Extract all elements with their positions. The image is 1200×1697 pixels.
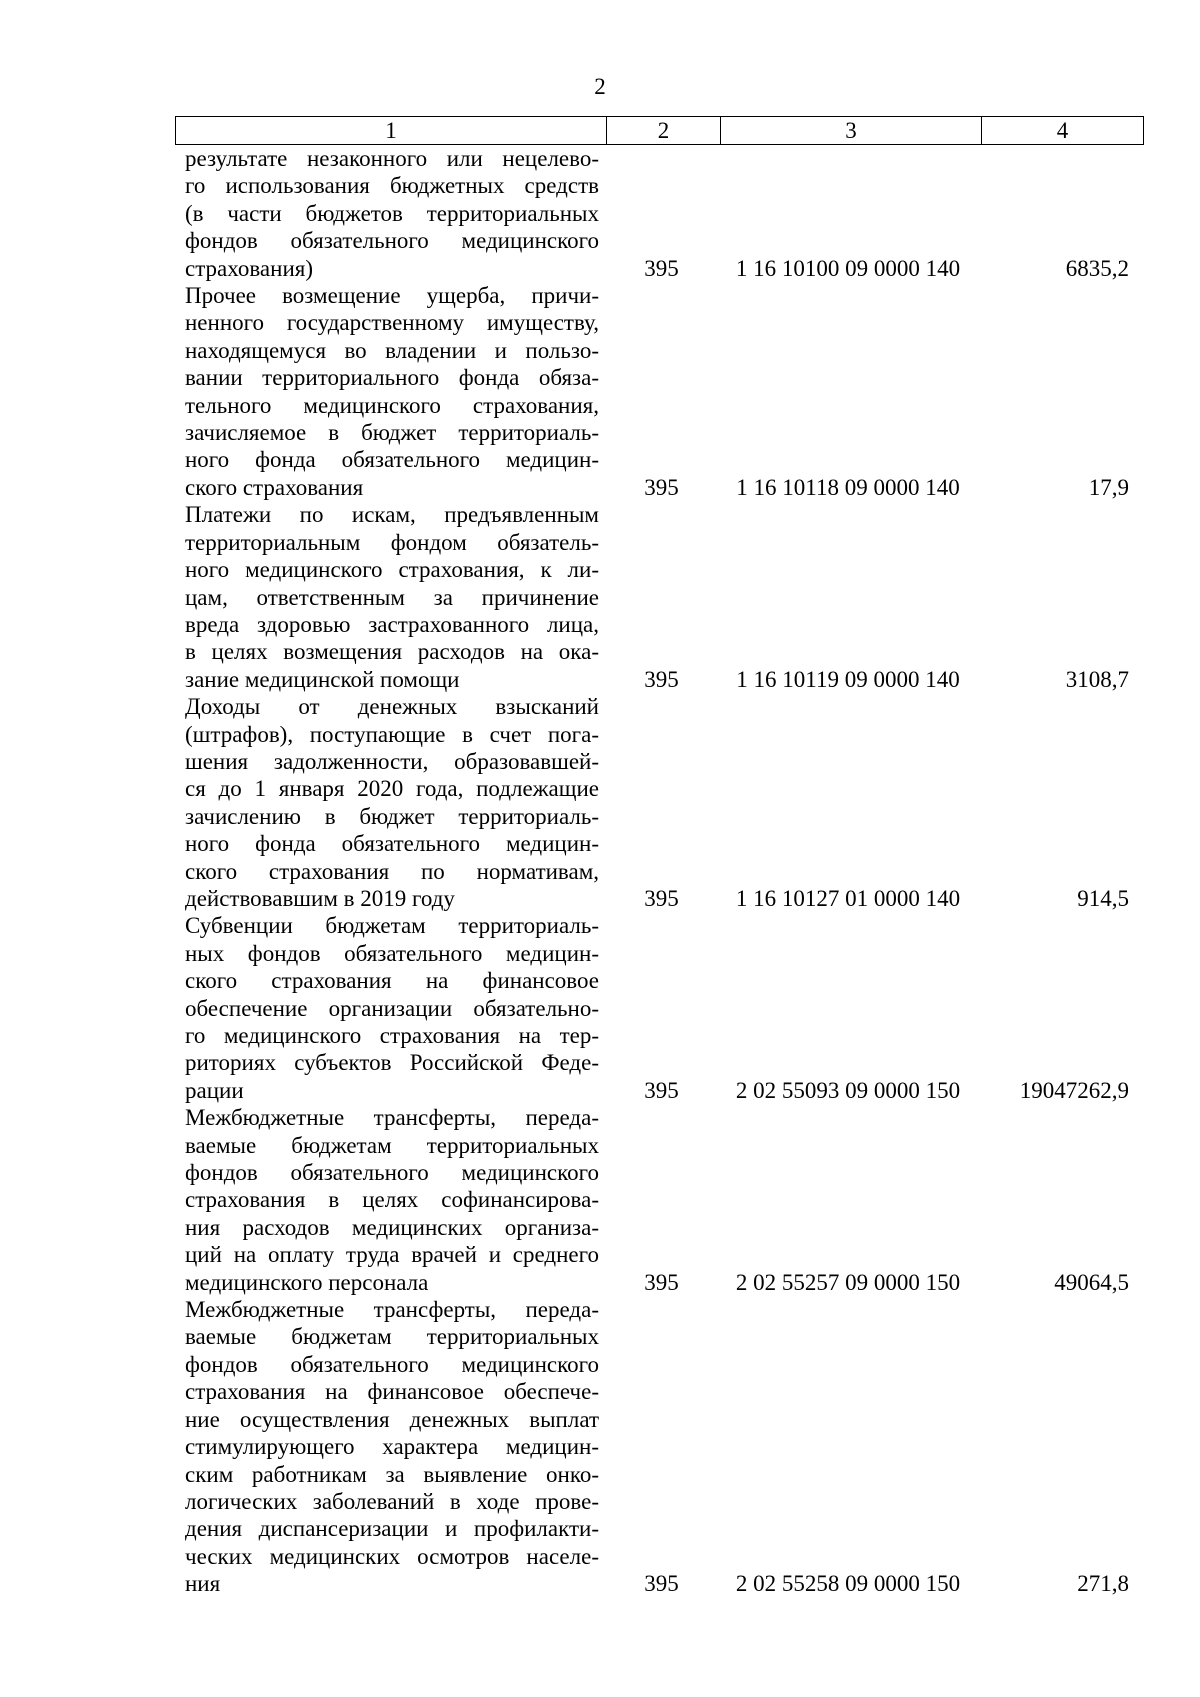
- description-line: го использования бюджетных средств: [185, 173, 599, 199]
- description-line: Прочее возмещение ущерба, причи-: [185, 283, 599, 309]
- description-line: страхования на финансовое обеспече-: [185, 1379, 599, 1405]
- description-line: ния расходов медицинских организа-: [185, 1214, 599, 1240]
- description-line: дения диспансеризации и профилакти-: [185, 1516, 599, 1542]
- admin-code: 395: [644, 1077, 679, 1103]
- description-line: рации: [185, 1077, 244, 1103]
- description-line: ся до 1 января 2020 года, подлежащие: [185, 776, 599, 802]
- page-number: 2: [594, 74, 606, 99]
- description-line: вании территориального фонда обяза-: [185, 365, 599, 391]
- description-line: вреда здоровью застрахованного лица,: [185, 611, 599, 637]
- description-line: обеспечение организации обязательно-: [185, 995, 599, 1021]
- header-col-3: 3: [721, 117, 982, 145]
- description-line: ского страхования по нормативам,: [185, 858, 599, 884]
- description-line: фондов обязательного медицинского: [185, 1160, 599, 1186]
- description-line: ского страхования на финансовое: [185, 968, 599, 994]
- description-line: зание медицинской помощи: [185, 666, 460, 692]
- table-row: [175, 1104, 1141, 1296]
- amount: 914,5: [1077, 885, 1129, 911]
- description-line: ским работникам за выявление онко-: [185, 1461, 599, 1487]
- table-row: [175, 912, 1141, 1104]
- description-line: находящемуся во владении и пользо-: [185, 337, 599, 363]
- description-line: риториях субъектов Российской Феде-: [185, 1050, 599, 1076]
- table-row: [175, 693, 1141, 912]
- amount: 49064,5: [1054, 1269, 1129, 1295]
- admin-code: 395: [644, 1571, 679, 1597]
- description-line: Доходы от денежных взысканий: [185, 694, 599, 720]
- description-line: Межбюджетные трансферты, переда-: [185, 1297, 599, 1323]
- description-line: (в части бюджетов территориальных: [185, 200, 599, 226]
- budget-classification-code: 2 02 55257 09 0000 150: [735, 1269, 961, 1295]
- amount: 6835,2: [1065, 255, 1129, 281]
- description-line: логических заболеваний в ходе прове-: [185, 1488, 599, 1514]
- table-row: [175, 282, 1141, 501]
- description-line: ния: [185, 1571, 221, 1597]
- amount: 17,9: [1088, 474, 1129, 500]
- budget-classification-code: 1 16 10119 09 0000 140: [736, 666, 960, 692]
- description-line: ского страхования: [185, 474, 364, 500]
- header-row: [176, 117, 1144, 145]
- description-line: зачислению в бюджет территориаль-: [185, 803, 599, 829]
- amount: 271,8: [1077, 1571, 1129, 1597]
- admin-code: 395: [644, 1269, 679, 1295]
- description-line: зачисляемое в бюджет территориаль-: [185, 420, 599, 446]
- table-row: [175, 501, 1141, 693]
- description-line: тельного медицинского страхования,: [185, 392, 599, 418]
- description-line: результате незаконного или нецелево-: [185, 146, 599, 171]
- description-line: ческих медицинских осмотров населе-: [185, 1543, 599, 1569]
- admin-code: 395: [644, 885, 679, 911]
- row-description: [175, 912, 599, 1104]
- row-description: [175, 1104, 599, 1296]
- description-line: ние осуществления денежных выплат: [185, 1406, 599, 1432]
- table-row: [175, 145, 1141, 282]
- row-description: [175, 145, 599, 282]
- description-line: территориальным фондом обязатель-: [185, 529, 599, 555]
- amount: 19047262,9: [1019, 1077, 1129, 1103]
- description-line: ного фонда обязательного медицин-: [185, 831, 599, 857]
- description-line: стимулирующего характера медицин-: [185, 1434, 599, 1460]
- description-line: Межбюджетные трансферты, переда-: [185, 1105, 599, 1131]
- description-line: ваемые бюджетам территориальных: [185, 1324, 599, 1350]
- description-line: го медицинского страхования на тер-: [185, 1023, 599, 1048]
- table-header: [175, 116, 1144, 145]
- description-line: цам, ответственным за причинение: [185, 584, 599, 610]
- row-description: [175, 282, 599, 501]
- row-description: [175, 501, 599, 693]
- description-line: Платежи по искам, предъявленным: [185, 502, 599, 528]
- header-col-1: 1: [176, 117, 607, 145]
- row-description: [175, 693, 599, 912]
- budget-classification-code: 1 16 10100 09 0000 140: [735, 255, 961, 281]
- budget-classification-code: 1 16 10127 01 0000 140: [735, 885, 961, 911]
- table-body: [175, 145, 1141, 1598]
- description-line: в целях возмещения расходов на ока-: [185, 639, 599, 665]
- header-col-2: 2: [607, 117, 721, 145]
- row-description: [175, 1296, 599, 1597]
- description-line: Субвенции бюджетам территориаль-: [185, 913, 599, 939]
- admin-code: 395: [644, 255, 679, 281]
- description-line: фондов обязательного медицинского: [185, 228, 599, 254]
- budget-classification-code: 2 02 55258 09 0000 150: [735, 1571, 961, 1597]
- description-line: ных фондов обязательного медицин-: [185, 940, 599, 966]
- description-line: ного фонда обязательного медицин-: [185, 447, 599, 473]
- header-col-4: 4: [982, 117, 1144, 145]
- description-line: действовавшим в 2019 году: [185, 885, 455, 911]
- admin-code: 395: [644, 474, 679, 500]
- description-line: шения задолженности, образовавшей-: [185, 748, 599, 774]
- amount: 3108,7: [1065, 666, 1129, 692]
- description-line: ций на оплату труда врачей и среднего: [185, 1242, 599, 1268]
- description-line: (штрафов), поступающие в счет пога-: [185, 721, 599, 747]
- table-row: [175, 1296, 1141, 1597]
- description-line: ваемые бюджетам территориальных: [185, 1132, 599, 1158]
- admin-code: 395: [644, 666, 679, 692]
- description-line: фондов обязательного медицинского: [185, 1351, 599, 1377]
- description-line: страхования): [185, 255, 313, 281]
- description-line: медицинского персонала: [185, 1269, 429, 1295]
- budget-classification-code: 2 02 55093 09 0000 150: [735, 1077, 961, 1103]
- description-line: ненного государственному имуществу,: [185, 310, 599, 336]
- description-line: ного медицинского страхования, к ли-: [185, 557, 599, 583]
- budget-classification-code: 1 16 10118 09 0000 140: [736, 474, 960, 500]
- description-line: страхования в целях софинансирова-: [185, 1187, 599, 1213]
